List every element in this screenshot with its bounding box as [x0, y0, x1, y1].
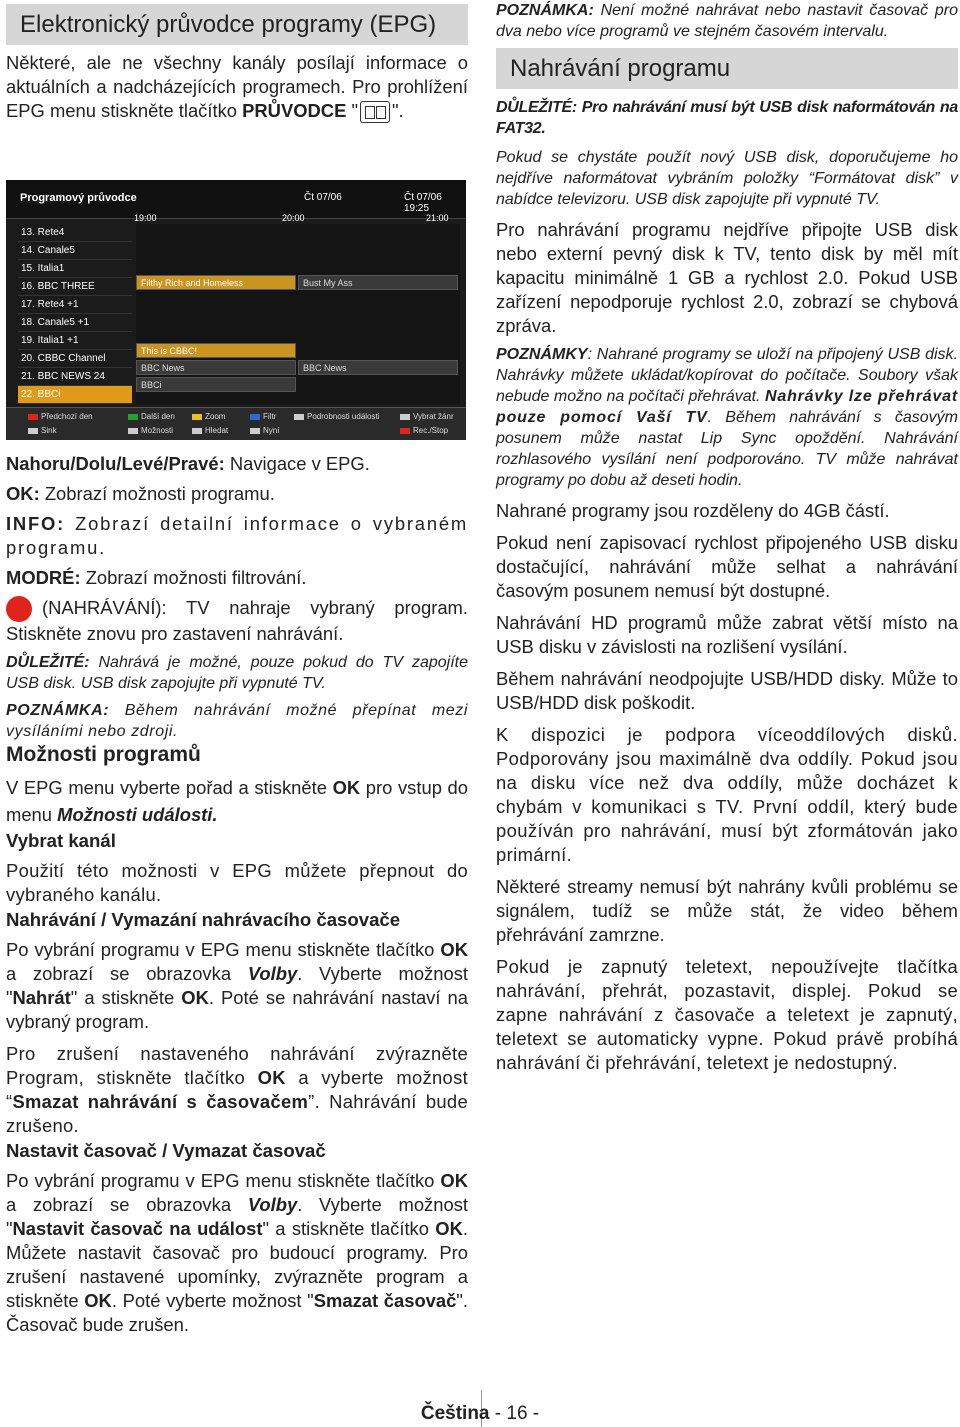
epg-channel[interactable]: 18. Canale5 +1: [18, 314, 132, 332]
recording-notes: POZNÁMKY: Nahrané programy se uloží na připojený USB disk. Nahrávky můžete ukládat/kopírovat do počítače. Soubory však nebude možno na počítači přehrávat. Nahrávky lze přehrávat pouze pomocí Vaší TV. Během nahrávání s časovým posunem může nastat Lip Sync opoždění. Nahrávání rozhlasového vysílání není podporováno. TV může nahrávat programy po dobu až deseti hodin.: [496, 346, 958, 489]
epg-channel[interactable]: 16. BBC THREE: [18, 278, 132, 296]
page-number: - 16 -: [489, 1403, 540, 1424]
guide-icon: [360, 101, 390, 123]
epg-footer: [6, 407, 466, 440]
epg-channel[interactable]: 17. Rete4 +1: [18, 296, 132, 314]
select-channel-heading: Vybrat kanál: [6, 830, 116, 852]
epg-channel[interactable]: 21. BBC NEWS 24: [18, 368, 132, 386]
record-timer-text-1: Po vybrání programu v EPG menu stiskněte tlačítko OK a zobrazí se obrazovka Volby. Vyberte možnost "Nahrát" a stiskněte OK. Poté se nahrávání nastaví na vybraný program.: [6, 939, 469, 1033]
footer-language: Čeština: [420, 1403, 490, 1424]
epg-channel[interactable]: 20. CBBC Channel: [18, 350, 132, 368]
program-options-heading: Možnosti programů: [6, 743, 201, 767]
record-icon: [6, 596, 32, 622]
recording-section-title: Nahrávání programu: [496, 48, 958, 89]
epg-footer-item[interactable]: Rec./Stop: [400, 426, 448, 435]
epg-screenshot: [6, 180, 466, 440]
note: POZNÁMKA: Během nahrávání možné přepínat mezi vysíláními nebo zdroji.: [6, 702, 468, 741]
epg-channel[interactable]: 14. Canale5: [18, 242, 132, 260]
record-timer-text-2: Pro zrušení nastaveného nahrávání zvýrazněte Program, stiskněte tlačítko OK a vyberte možnost “Smazat nahrávání s časovačem”. Nahrávání bude zrušeno.: [6, 1043, 468, 1137]
epg-section-title: Elektronický průvodce programy (EPG): [6, 4, 468, 45]
record-timer-heading: Nahrávání / Vymazání nahrávacího časovače: [6, 909, 401, 931]
epg-channel[interactable]: 19. Italia1 +1: [18, 332, 132, 350]
epg-time: 21:00: [426, 213, 449, 223]
epg-channel-selected[interactable]: 22. BBCi: [18, 386, 132, 404]
epg-channel[interactable]: 15. Italia1: [18, 260, 132, 278]
important-note: DŮLEŽITÉ: Nahrává je možné, pouze pokud do TV zapojíte USB disk. USB disk zapojujte při vypnuté TV.: [6, 654, 468, 693]
epg-time: 20:00: [282, 213, 305, 223]
recording-text-7: Některé streamy nemusí být nahrány kvůli problému se signálem, tudíž se může stát, že video během přehrávání zamrzne.: [496, 876, 958, 945]
epg-footer-item[interactable]: Vybrat žánr: [400, 412, 454, 421]
epg-footer-item[interactable]: Filtr: [250, 412, 276, 421]
recording-text-8: Pokud je zapnutý teletext, nepoužívejte tlačítka nahrávání, přehrát, pozastavit, displej. Pokud se zapne nahrávání z časovače a teletext je zapnutý, teletext se automaticky vypne. Pokud právě probíhá nahrávání či přehrávání, teletext je nedostupný.: [496, 956, 958, 1073]
left-column: [6, 0, 468, 123]
recording-text-6: K dispozici je podpora víceoddílových disků. Podporovány jsou maximálně dva oddíly. Pokud jsou na disku více než dva oddíly, může docházet k chybám v komunikaci s TV. První oddíl, který bude používán pro nahrávání, musí být zformátován jako primární.: [496, 724, 958, 865]
epg-channel[interactable]: 13. Rete4: [18, 224, 132, 242]
set-timer-heading: Nastavit časovač / Vymazat časovač: [6, 1140, 326, 1162]
recording-text-2: Nahrané programy jsou rozděleny do 4GB částí.: [496, 500, 890, 521]
epg-time: 19:00: [134, 213, 157, 223]
epg-footer-item[interactable]: Podrobnosti události: [294, 412, 380, 421]
recording-text-3: Pokud není zapisovací rychlost připojeného USB disku dostačující, nahrávání může selhat a nahrávání časovým posunem nemusí být dostupné.: [496, 532, 958, 601]
epg-footer-item[interactable]: Možnosti: [128, 426, 173, 435]
epg-intro: Některé, ale ne všechny kanály posílají informace o aktuálních a nadcházejících programech. Pro prohlížení EPG menu stiskněte tlačítko PRŮVODCE " ".: [6, 51, 468, 123]
epg-program[interactable]: Filthy Rich and Homeless: [136, 275, 296, 290]
epg-program-grid: [136, 224, 460, 404]
recording-text-5: Během nahrávání neodpojujte USB/HDD disky. Může to USB/HDD disk poškodit.: [496, 668, 958, 713]
nav-description: Nahoru/Dolu/Levé/Pravé: Navigace v EPG.: [6, 453, 370, 474]
epg-program[interactable]: BBC News: [298, 360, 458, 375]
epg-footer-item[interactable]: Nyní: [250, 426, 279, 435]
blue-description: MODRÉ: Zobrazí možnosti filtrování.: [6, 567, 307, 588]
epg-program[interactable]: BBCi: [136, 377, 296, 392]
epg-date-left: Čt 07/06: [304, 192, 342, 203]
program-options-text: V EPG menu vyberte pořad a stiskněte OK pro vstup do menu Možnosti události.: [6, 777, 468, 826]
recording-important: DŮLEŽITÉ: Pro nahrávání musí být USB disk naformátován na FAT32.: [496, 99, 958, 137]
epg-titlebar: [6, 180, 466, 219]
page-footer: [0, 1403, 960, 1425]
epg-footer-item[interactable]: Sink: [28, 426, 57, 435]
epg-footer-item[interactable]: Zoom: [192, 412, 225, 421]
epg-program[interactable]: BBC News: [136, 360, 296, 375]
set-timer-text: Po vybrání programu v EPG menu stiskněte tlačítko OK a zobrazí se obrazovka Volby. Vyberte možnost "Nastavit časovač na událost" a stiskněte tlačítko OK. Můžete nastavit časovač pro budoucí programy. Pro zrušení nastavené upomínky, zvýrazněte program a stiskněte OK. Poté vyberte možnost "Smazat časovač". Časovač bude zrušen.: [6, 1170, 469, 1336]
left-column-body: [6, 452, 468, 1337]
right-column: [496, 0, 958, 1075]
right-note: POZNÁMKA: Není možné nahrávat nebo nastavit časovač pro dva nebo více programů ve stejném časovém intervalu.: [496, 2, 958, 40]
select-channel-text: Použití této možnosti v EPG můžete přepnout do vybraného kanálu.: [6, 860, 468, 906]
info-description: INFO: Zobrazí detailní informace o vybraném programu.: [6, 513, 468, 558]
epg-footer-item[interactable]: Předchozí den: [28, 412, 93, 421]
epg-title: Programový průvodce: [20, 192, 137, 204]
ok-description: OK: Zobrazí možnosti programu.: [6, 483, 275, 504]
epg-channel-list: [18, 224, 132, 404]
recording-text-4: Nahrávání HD programů může zabrat větší místo na USB disku v závislosti na rozlišení vysílání.: [496, 612, 958, 657]
record-description: (NAHRÁVÁNÍ): TV nahraje vybraný program. Stiskněte znovu pro zastavení nahrávání.: [6, 597, 468, 645]
epg-date-right: Čt 07/06 19:25: [404, 192, 442, 214]
recording-text-1: Pro nahrávání programu nejdříve připojte USB disk nebo externí pevný disk k TV, tento disk by měl mít kapacitu minimálně 1 GB a rychlost 2.0. Pokud USB zařízení nepodporuje rychlost 2.0, zobrazí se chybová zpráva.: [496, 219, 958, 336]
epg-footer-item[interactable]: Další den: [128, 412, 175, 421]
usb-format-note: Pokud se chystáte použít nový USB disk, doporučujeme ho nejdříve naformátovat vybráním položky “Formátovat disk” v nabídce televizoru. USB disk zapojujte při vypnuté TV.: [496, 149, 958, 208]
epg-program[interactable]: Bust My Ass: [298, 275, 458, 290]
epg-program[interactable]: This is CBBC!: [136, 343, 296, 358]
epg-footer-item[interactable]: Hledat: [192, 426, 228, 435]
